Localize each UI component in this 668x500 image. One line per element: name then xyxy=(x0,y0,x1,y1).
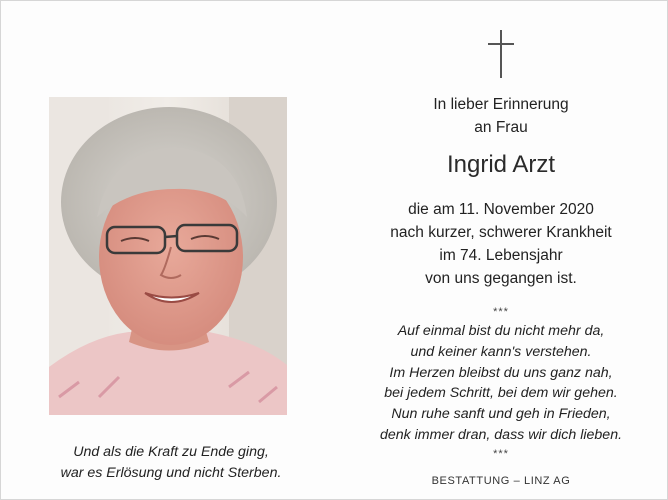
intro-line: an Frau xyxy=(474,119,528,136)
details-line: die am 11. November 2020 xyxy=(408,201,594,218)
poem xyxy=(363,321,639,446)
quote-line: war es Erlösung und nicht Sterben. xyxy=(60,465,282,481)
left-quote xyxy=(21,442,321,484)
separator: *** xyxy=(493,306,509,318)
intro-text xyxy=(363,93,639,139)
details-line: nach kurzer, schwerer Krankheit xyxy=(390,224,612,241)
separator: *** xyxy=(493,448,509,460)
poem-line: Auf einmal bist du nicht mehr da, xyxy=(397,323,605,339)
quote-line: Und als die Kraft zu Ende ging, xyxy=(73,444,269,460)
poem-line: Nun ruhe sanft und geh in Frieden, xyxy=(391,406,611,423)
details-line: im 74. Lebensjahr xyxy=(439,247,563,264)
poem-line: denk immer dran, dass wir dich lieben. xyxy=(379,426,623,443)
undertaker-name: BESTATTUNG – LINZ AG xyxy=(431,475,571,487)
deceased-name: Ingrid Arzt xyxy=(446,151,556,178)
details-line: von uns gegangen ist. xyxy=(425,270,577,287)
poem-line: Im Herzen bleibst du uns ganz nah, xyxy=(389,364,613,381)
cross-icon xyxy=(488,30,514,78)
portrait-photo xyxy=(49,97,287,415)
poem-line: und keiner kann's verstehen. xyxy=(410,343,592,360)
intro-line: In lieber Erinnerung xyxy=(433,96,569,113)
poem-line: bei jedem Schritt, bei dem wir gehen. xyxy=(384,385,618,402)
death-details xyxy=(363,198,639,290)
